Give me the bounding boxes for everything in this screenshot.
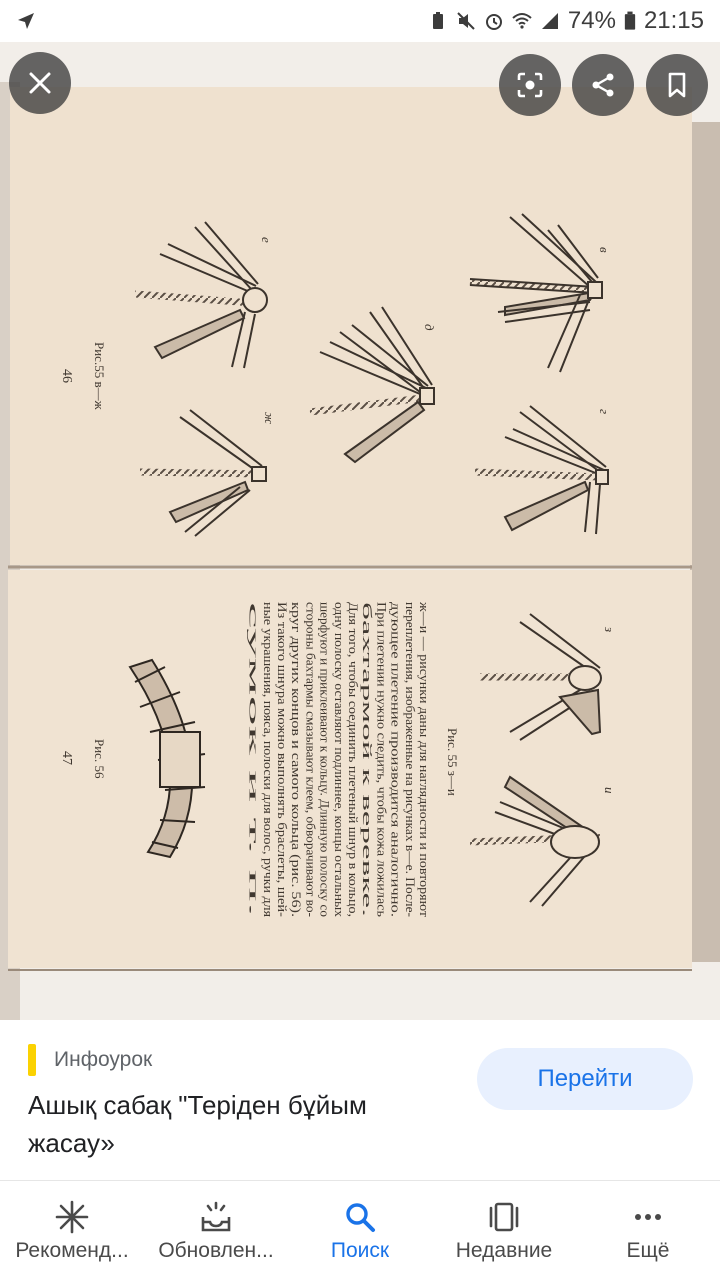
result-title[interactable]: Ашық сабақ "Теріден бұйым жасау» [28, 1090, 367, 1158]
page-text-block [247, 601, 432, 918]
nav-label-more: Ещё [626, 1239, 670, 1262]
nav-label-updates: Обновлен... [158, 1239, 274, 1262]
share-icon [588, 70, 618, 100]
location-arrow-icon [16, 11, 36, 31]
share-button[interactable] [572, 54, 634, 116]
nav-discover[interactable] [0, 1181, 144, 1280]
more-dots-icon [630, 1199, 666, 1235]
status-bar [0, 0, 720, 42]
caption-left: Рис.55 в—ж [92, 342, 107, 410]
page-text-line: сумок и т. п. [246, 602, 262, 670]
mute-icon [456, 11, 476, 31]
page-text-line: ж—и — рисунки даны для наглядности и повторяют [417, 602, 432, 895]
page-text-line: дующее плетение производится аналогично. [388, 602, 404, 849]
image-viewer[interactable] [0, 42, 720, 1020]
clock-time: 21:15 [643, 7, 704, 34]
page-text-line: Из такого шнура можно выполнять браслеты, шей- [275, 602, 290, 885]
battery-icon [624, 11, 636, 31]
bottom-navigation [0, 1180, 720, 1280]
source-row[interactable] [28, 1044, 152, 1076]
result-card[interactable] [0, 1020, 720, 1180]
caption-right-fig55: Рис. 55 з—и [445, 728, 460, 796]
book-photo[interactable] [0, 42, 720, 1020]
fig-letter-d: д [422, 324, 437, 331]
nav-more[interactable] [576, 1181, 720, 1280]
recent-tabs-icon [486, 1199, 522, 1235]
updates-tray-icon [198, 1199, 234, 1235]
page-text-line: ные украшения, пояса, полоски для волос, ручки для [260, 602, 276, 896]
search-icon [342, 1199, 378, 1235]
battery-saver-icon [428, 11, 448, 31]
go-button[interactable]: Перейти [477, 1048, 693, 1110]
fig-letter-i: и [602, 787, 617, 794]
lens-icon [515, 70, 545, 100]
close-button[interactable] [9, 52, 71, 114]
nav-label-discover: Рекоменд... [15, 1239, 129, 1262]
signal-icon [540, 11, 560, 31]
page-number-right: 47 [59, 751, 74, 765]
fig-letter-v: в [597, 247, 612, 253]
page-text-line: круг других концов и самого кольца (рис. 56). [289, 602, 305, 856]
page-text-line: При плетении нужно следить, чтобы кожа ложилась [374, 602, 390, 891]
nav-search[interactable] [288, 1181, 432, 1280]
nav-recent[interactable] [432, 1181, 576, 1280]
page-text-line: Для того, чтобы соединить плетеный шнур в кольцо, [346, 602, 361, 895]
wifi-icon [512, 11, 532, 31]
source-favicon [28, 1044, 36, 1076]
page-number-left: 46 [59, 369, 74, 383]
asterisk-icon [54, 1199, 90, 1235]
nav-label-recent: Недавние [455, 1239, 553, 1262]
bookmark-button[interactable] [646, 54, 708, 116]
alarm-icon [484, 11, 504, 31]
page-text-line: переплетения, изображенные на рисунках в—е. После- [402, 602, 418, 908]
source-name: Инфоурок [54, 1048, 153, 1071]
page-text-line: бахтармой к веревке. [360, 602, 376, 719]
battery-percent: 74% [567, 7, 616, 34]
page-text-line: стороны бахтармы смазывают клеем, обворачивают во- [303, 602, 319, 910]
fig-letter-g: г [597, 409, 612, 415]
close-icon [25, 68, 55, 98]
fig-letter-zh: ж [262, 412, 277, 425]
page-text-line: одну полоску оставляют подлиннее, концы остальных [331, 602, 347, 903]
nav-label-search: Поиск [330, 1239, 390, 1262]
page-text-line: шерфуют и приклеивают к кольцу. Длинную полоску со [317, 602, 333, 913]
nav-updates[interactable] [144, 1181, 288, 1280]
caption-fig56: Рис. 56 [92, 739, 107, 779]
fig-letter-e: е [259, 237, 274, 243]
lens-search-button[interactable] [499, 54, 561, 116]
fig-letter-z: з [602, 627, 617, 633]
bookmark-icon [662, 70, 692, 100]
